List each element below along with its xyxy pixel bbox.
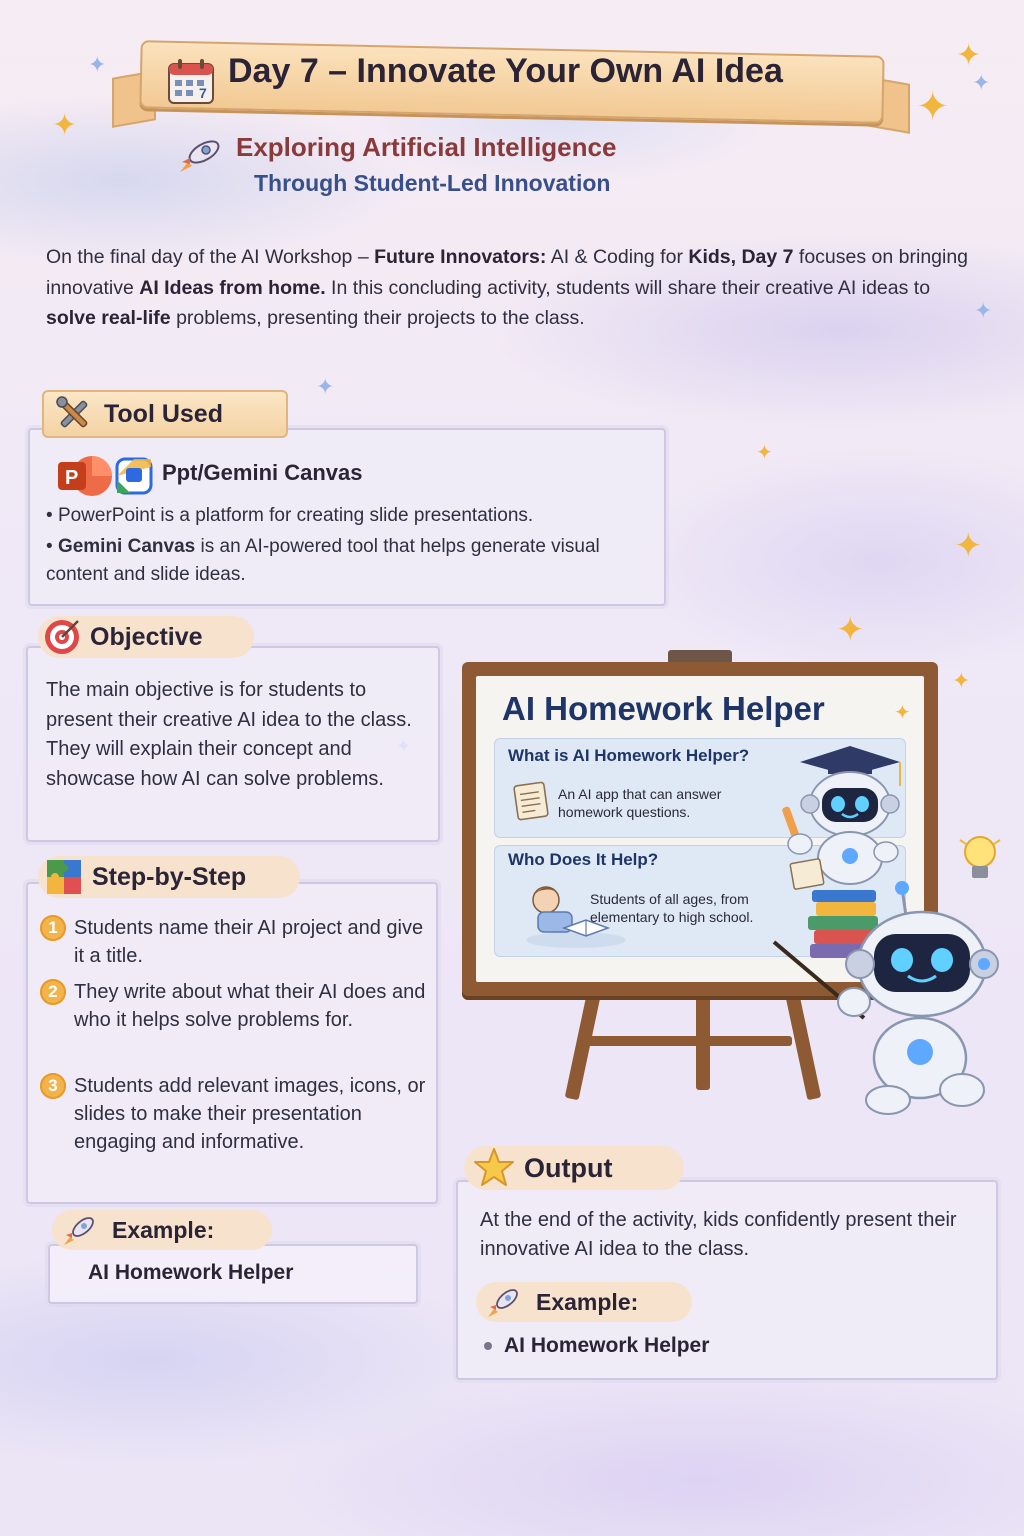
sparkle-icon: ✦ <box>974 298 993 323</box>
example-value: AI Homework Helper <box>88 1261 294 1284</box>
whiteboard-answer: An AI app that can answer homework questions. <box>558 786 722 820</box>
sparkle-icon: ✦ <box>836 611 865 649</box>
sparkle-icon: ✦ <box>52 109 78 142</box>
sparkle-icon: ✦ <box>972 70 991 95</box>
tool-bullet: • PowerPoint is a platform for creating slide presentations. <box>46 505 534 526</box>
page-title: Day 7 – Innovate Your Own AI Idea <box>228 52 783 90</box>
intro-highlight: Future Innovators: <box>374 246 547 268</box>
sparkle-icon: ✦ <box>894 702 911 724</box>
example-label: Example: <box>112 1216 215 1243</box>
step-text: Students name their AI project and give it a title. <box>74 917 424 967</box>
intro-text: AI & Coding for <box>546 246 689 268</box>
step-number-badge: 2 <box>40 979 66 1005</box>
easel-crossbar <box>582 1036 792 1046</box>
intro-text: problems, presenting their projects to the class. <box>170 307 585 329</box>
step-text: They write about what their AI does and who it helps solve problems for. <box>74 981 426 1031</box>
output-heading <box>464 1146 684 1190</box>
example-heading <box>476 1282 692 1322</box>
intro-text: focuses on bringing innovative <box>46 246 969 299</box>
rocket-icon <box>176 132 226 176</box>
puzzle-icon <box>44 857 84 897</box>
intro-highlight: AI Ideas from home. <box>139 276 326 299</box>
powerpoint-icon <box>56 454 114 498</box>
step-number-badge: 3 <box>40 1073 66 1099</box>
tool-heading-label: Tool Used <box>104 399 223 428</box>
tool-bullet-text: is an AI-powered tool that helps generate visual content and slide ideas. <box>46 536 600 585</box>
steps-heading <box>38 856 300 898</box>
tools-icon <box>54 396 94 432</box>
intro-text: On the final day of the AI Workshop – <box>46 246 375 268</box>
sparkle-icon: ✦ <box>916 85 950 129</box>
sparkle-icon: ✦ <box>954 527 983 565</box>
sparkle-icon: ✦ <box>952 668 971 693</box>
whiteboard-question: What is AI Homework Helper? <box>508 746 750 765</box>
svg-text:P: P <box>65 467 79 489</box>
tool-bullet: • Gemini Canvas is an AI-powered tool that helps generate visual content and slide ideas. <box>46 536 600 585</box>
bullet-dot <box>484 1342 492 1350</box>
sparkle-icon: ✦ <box>756 442 773 464</box>
sparkle-icon: ✦ <box>88 52 107 77</box>
intro-highlight: Kids, Day 7 <box>688 246 794 268</box>
step-item <box>40 1072 430 1156</box>
paper-icon <box>510 780 552 822</box>
tool-name: Ppt/Gemini Canvas <box>162 460 363 485</box>
example-value: AI Homework Helper <box>504 1334 710 1357</box>
example-item <box>484 1334 709 1358</box>
sparkle-icon: ✦ <box>316 374 335 399</box>
rocket-icon <box>62 1213 98 1247</box>
objective-text: The main objective is for students to present their creative AI idea to the class. They will explain their concept and showcase how AI can solve problems. <box>46 679 412 790</box>
svg-text:7: 7 <box>199 85 207 101</box>
example-label: Example: <box>536 1288 639 1315</box>
whiteboard-title: AI Homework Helper <box>502 690 825 727</box>
subtitle-secondary: Through Student-Led Innovation <box>254 170 611 196</box>
output-text: At the end of the activity, kids confidently present their innovative AI idea to the class. <box>480 1209 957 1260</box>
subtitle: Exploring Artificial Intelligence <box>236 132 617 162</box>
intro-paragraph <box>46 242 976 334</box>
whiteboard-question: Who Does It Help? <box>508 850 659 869</box>
tool-bullet-highlight: Gemini Canvas <box>57 536 196 557</box>
tool-bullet-text: PowerPoint is a platform for creating slide presentations. <box>57 505 534 526</box>
intro-text: In this concluding activity, students will share their creative AI ideas to <box>325 276 931 299</box>
whiteboard-answer: Students of all ages, from elementary to high school. <box>590 891 754 925</box>
intro-highlight: solve real-life <box>46 307 171 329</box>
robot-presenter-icon <box>770 880 1024 1130</box>
step-item <box>40 914 430 970</box>
tool-heading <box>42 390 288 438</box>
sparkle-icon: ✦ <box>956 39 982 72</box>
output-heading-label: Output <box>524 1152 613 1183</box>
step-text: Students add relevant images, icons, or slides to make their presentation engaging and informative. <box>74 1075 426 1153</box>
rocket-icon <box>486 1285 522 1319</box>
objective-heading <box>38 616 254 658</box>
calendar-icon <box>166 58 216 106</box>
step-item <box>40 978 430 1034</box>
objective-heading-label: Objective <box>90 622 203 651</box>
gemini-canvas-icon <box>114 456 154 496</box>
step-number-badge: 1 <box>40 915 66 941</box>
star-icon <box>472 1147 516 1189</box>
example-heading <box>52 1210 272 1250</box>
steps-heading-label: Step-by-Step <box>92 862 247 891</box>
target-icon <box>42 617 82 657</box>
